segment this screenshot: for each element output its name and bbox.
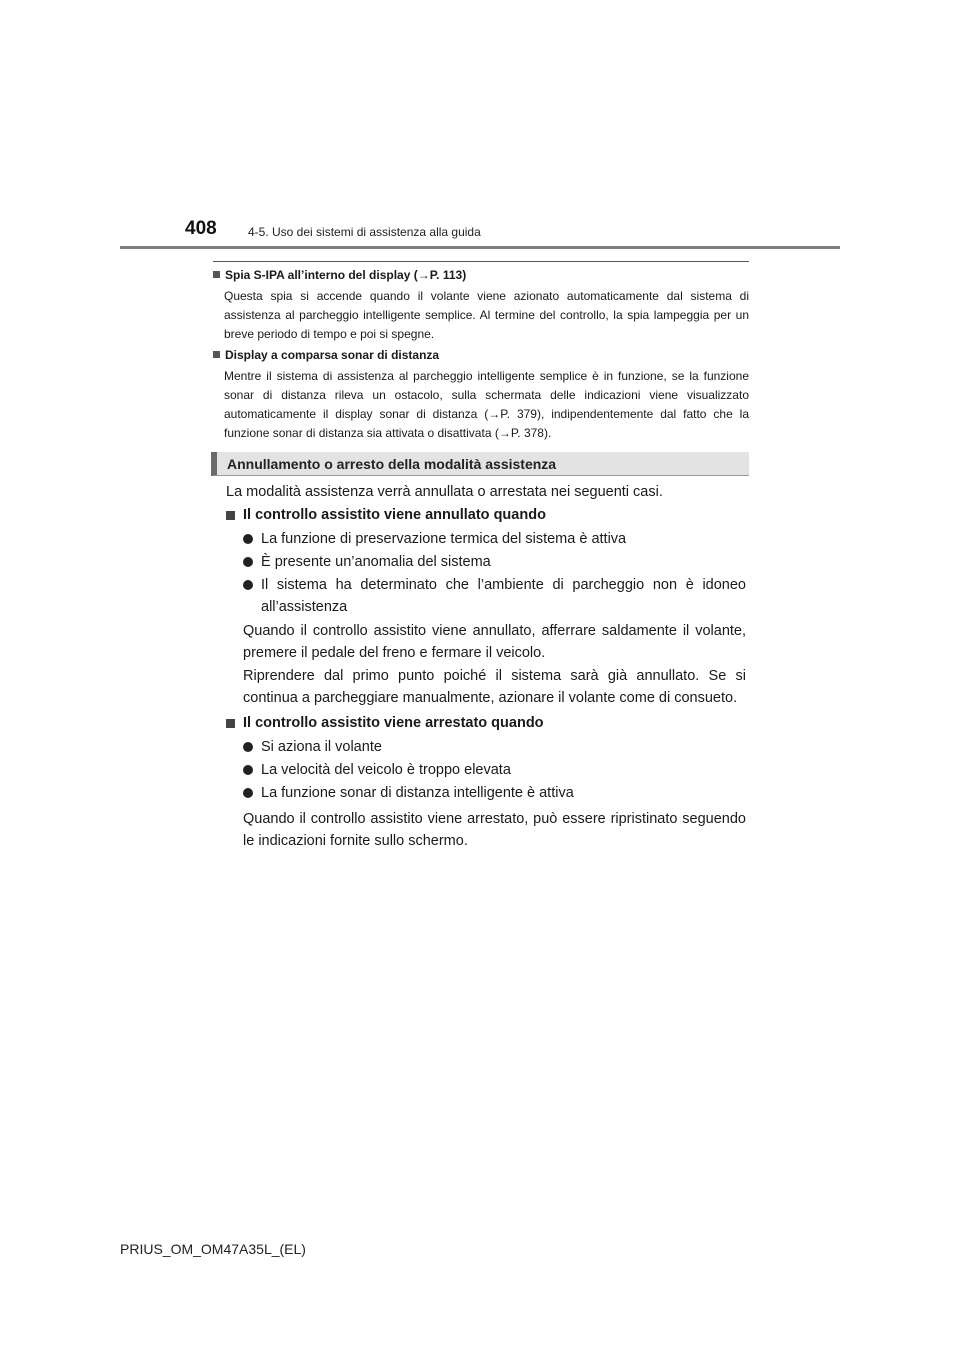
bullet-dot-icon bbox=[243, 557, 253, 567]
square-bullet-icon bbox=[213, 351, 220, 358]
note-body: Mentre il sistema di assistenza al parcheggio intelligente semplice è in funzione, se la funzione sonar di distanza rileva un ostacolo, sulla schermata delle indicazioni viene visualizzato automaticamente il display sonar di distanza (→P. 379), indipendentemente dal fatto che la funzione sonar di distanza sia attivata o disattivata (→P. 378). bbox=[224, 369, 749, 440]
page-number: 408 bbox=[185, 218, 217, 239]
square-bullet-icon bbox=[226, 719, 235, 728]
list-item: La velocità del veicolo è troppo elevata bbox=[243, 759, 746, 781]
cancel-resume-note: Riprendere dal primo punto poiché il sistema sarà già annullato. Se si continua a parcheggiare manualmente, azionare il volante come di consueto. bbox=[243, 668, 746, 706]
list-item: È presente un’anomalia del sistema bbox=[243, 551, 746, 573]
note-title: Spia S-IPA all’interno del display (→P. 113) bbox=[225, 268, 467, 282]
header-divider bbox=[120, 246, 840, 249]
section-heading bbox=[211, 452, 749, 476]
bullet-dot-icon bbox=[243, 534, 253, 544]
bullet-dot-icon bbox=[243, 765, 253, 775]
square-bullet-icon bbox=[213, 271, 220, 278]
document-id: PRIUS_OM_OM47A35L_(EL) bbox=[120, 1241, 306, 1257]
list-item: Il sistema ha determinato che l’ambiente di parcheggio non è idoneo all’assistenza bbox=[243, 574, 746, 618]
list-item: La funzione sonar di distanza intelligente è attiva bbox=[243, 782, 746, 804]
square-bullet-icon bbox=[226, 511, 235, 520]
note-display-sonar bbox=[213, 347, 749, 443]
note-spia-s-ipa bbox=[213, 267, 749, 344]
note-title: Display a comparsa sonar di distanza bbox=[225, 348, 440, 362]
list-item: Si aziona il volante bbox=[243, 736, 746, 758]
stop-instruction: Quando il controllo assistito viene arrestato, può essere ripristinato seguendo le indicazioni fornite sullo schermo. bbox=[243, 811, 746, 849]
note-body: Questa spia si accende quando il volante viene azionato automaticamente dal sistema di assistenza al parcheggio intelligente semplice. Al termine del controllo, la spia lampeggia per un breve periodo di tempo e poi si spegne. bbox=[224, 289, 749, 341]
stop-heading: Il controllo assistito viene arrestato quando bbox=[226, 715, 544, 731]
list-item: La funzione di preservazione termica del sistema è attiva bbox=[243, 528, 746, 550]
cancel-instruction: Quando il controllo assistito viene annullato, afferrare saldamente il volante, premere il pedale del freno e fermare il veicolo. bbox=[243, 623, 746, 661]
section-title: Annullamento o arresto della modalità assistenza bbox=[227, 456, 557, 472]
bullet-dot-icon bbox=[243, 742, 253, 752]
chapter-title: 4-5. Uso dei sistemi di assistenza alla guida bbox=[248, 225, 481, 239]
section-intro: La modalità assistenza verrà annullata o arrestata nei seguenti casi. bbox=[226, 484, 663, 500]
cancel-heading: Il controllo assistito viene annullato quando bbox=[226, 507, 546, 523]
bullet-dot-icon bbox=[243, 580, 253, 590]
notes-divider bbox=[213, 261, 749, 262]
bullet-dot-icon bbox=[243, 788, 253, 798]
